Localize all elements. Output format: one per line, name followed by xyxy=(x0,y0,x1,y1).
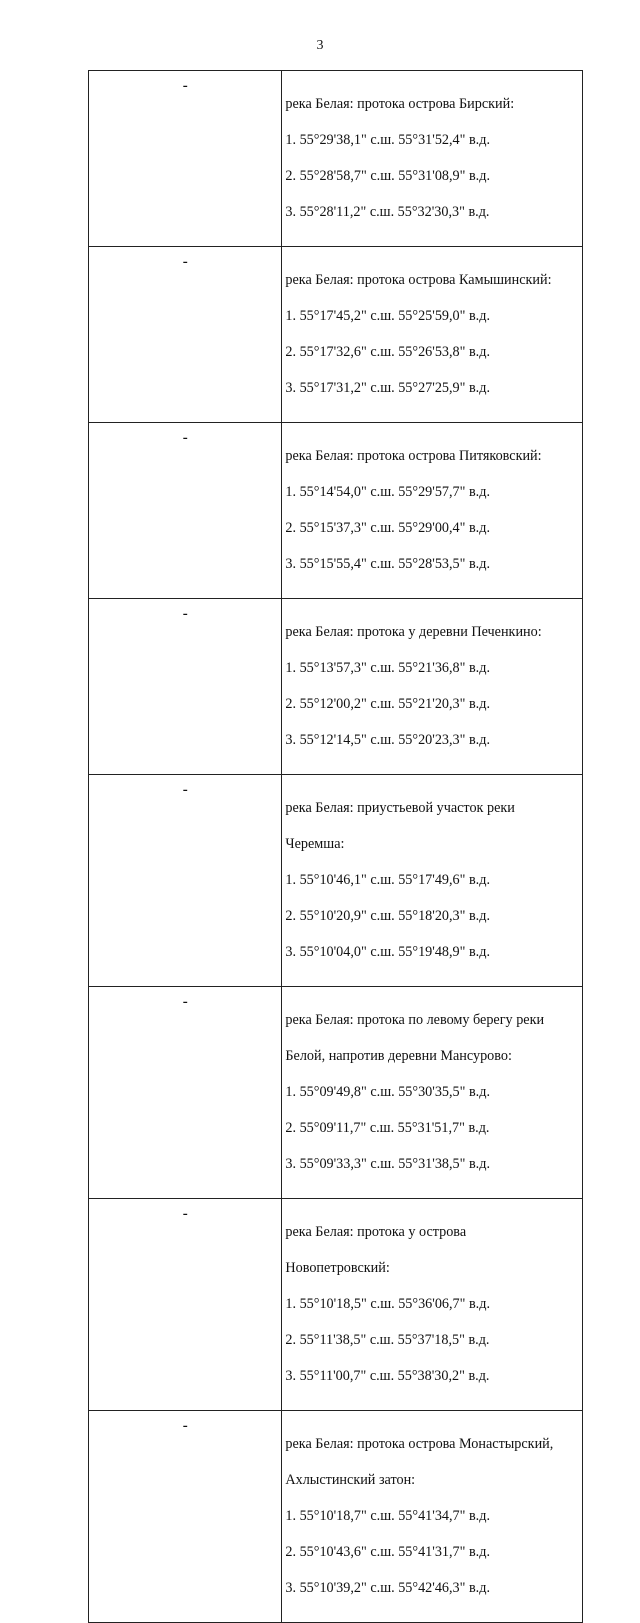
coordinate-point: 2. 55°15'37,3" с.ш. 55°29'00,4" в.д. xyxy=(285,520,490,536)
table-row xyxy=(89,599,583,775)
page-number: 3 xyxy=(316,38,324,53)
row-mark: - xyxy=(89,987,282,1199)
coordinate-point: 2. 55°17'32,6" с.ш. 55°26'53,8" в.д. xyxy=(285,344,490,360)
table-row xyxy=(89,247,583,423)
row-mark: - xyxy=(89,423,282,599)
row-description xyxy=(282,1199,583,1411)
coordinate-point: 2. 55°09'11,7" с.ш. 55°31'51,7" в.д. xyxy=(285,1120,490,1136)
coordinate-point: 3. 55°10'39,2" с.ш. 55°42'46,3" в.д. xyxy=(285,1580,490,1596)
coordinate-point: 3. 55°28'11,2" с.ш. 55°32'30,3" в.д. xyxy=(285,204,490,220)
table-row xyxy=(89,71,583,247)
row-mark: - xyxy=(89,247,282,423)
row-description xyxy=(282,599,583,775)
row-description xyxy=(282,987,583,1199)
section-title: река Белая: протока острова Камышинский: xyxy=(285,272,552,288)
coordinate-point: 1. 55°29'38,1" с.ш. 55°31'52,4" в.д. xyxy=(285,132,490,148)
section-title-continued: Ахлыстинский затон: xyxy=(285,1472,416,1488)
coordinates-table-body xyxy=(89,71,583,1623)
row-mark: - xyxy=(89,775,282,987)
section-title-continued: Черемша: xyxy=(285,836,345,852)
row-description xyxy=(282,423,583,599)
coordinate-point: 2. 55°28'58,7" с.ш. 55°31'08,9" в.д. xyxy=(285,168,490,184)
row-description xyxy=(282,247,583,423)
coordinate-point: 3. 55°17'31,2" с.ш. 55°27'25,9" в.д. xyxy=(285,380,490,396)
section-title: река Белая: протока острова Бирский: xyxy=(285,96,515,112)
coordinate-point: 1. 55°13'57,3" с.ш. 55°21'36,8" в.д. xyxy=(285,660,490,676)
table-row xyxy=(89,775,583,987)
section-title: река Белая: протока у деревни Печенкино: xyxy=(285,624,542,640)
coordinate-point: 1. 55°10'18,5" с.ш. 55°36'06,7" в.д. xyxy=(285,1296,490,1312)
row-description xyxy=(282,775,583,987)
coordinate-point: 3. 55°11'00,7" с.ш. 55°38'30,2" в.д. xyxy=(285,1368,490,1384)
coordinate-point: 1. 55°10'18,7" с.ш. 55°41'34,7" в.д. xyxy=(285,1508,490,1524)
coordinate-point: 1. 55°17'45,2" с.ш. 55°25'59,0" в.д. xyxy=(285,308,490,324)
coordinates-table xyxy=(88,70,583,1623)
row-description xyxy=(282,1411,583,1623)
coordinate-point: 3. 55°10'04,0" с.ш. 55°19'48,9" в.д. xyxy=(285,944,490,960)
coordinate-point: 2. 55°10'43,6" с.ш. 55°41'31,7" в.д. xyxy=(285,1544,490,1560)
row-mark: - xyxy=(89,71,282,247)
coordinate-point: 1. 55°14'54,0" с.ш. 55°29'57,7" в.д. xyxy=(285,484,490,500)
coordinate-point: 2. 55°11'38,5" с.ш. 55°37'18,5" в.д. xyxy=(285,1332,490,1348)
coordinate-point: 1. 55°09'49,8" с.ш. 55°30'35,5" в.д. xyxy=(285,1084,490,1100)
table-row xyxy=(89,987,583,1199)
coordinate-point: 2. 55°12'00,2" с.ш. 55°21'20,3" в.д. xyxy=(285,696,490,712)
row-mark: - xyxy=(89,1411,282,1623)
section-title-continued: Новопетровский: xyxy=(285,1260,390,1276)
section-title: река Белая: протока острова Монастырский, xyxy=(285,1436,554,1452)
table-row xyxy=(89,423,583,599)
coordinate-point: 3. 55°09'33,3" с.ш. 55°31'38,5" в.д. xyxy=(285,1156,490,1172)
row-description xyxy=(282,71,583,247)
row-mark: - xyxy=(89,599,282,775)
row-mark: - xyxy=(89,1199,282,1411)
coordinate-point: 3. 55°12'14,5" с.ш. 55°20'23,3" в.д. xyxy=(285,732,490,748)
coordinate-point: 3. 55°15'55,4" с.ш. 55°28'53,5" в.д. xyxy=(285,556,490,572)
coordinate-point: 1. 55°10'46,1" с.ш. 55°17'49,6" в.д. xyxy=(285,872,490,888)
section-title: река Белая: протока острова Питяковский: xyxy=(285,448,542,464)
section-title-continued: Белой, напротив деревни Мансурово: xyxy=(285,1048,512,1064)
section-title: река Белая: приустьевой участок реки xyxy=(285,800,515,816)
coordinate-point: 2. 55°10'20,9" с.ш. 55°18'20,3" в.д. xyxy=(285,908,490,924)
table-row xyxy=(89,1199,583,1411)
section-title: река Белая: протока у острова xyxy=(285,1224,467,1240)
table-row xyxy=(89,1411,583,1623)
section-title: река Белая: протока по левому берегу реки xyxy=(285,1012,545,1028)
